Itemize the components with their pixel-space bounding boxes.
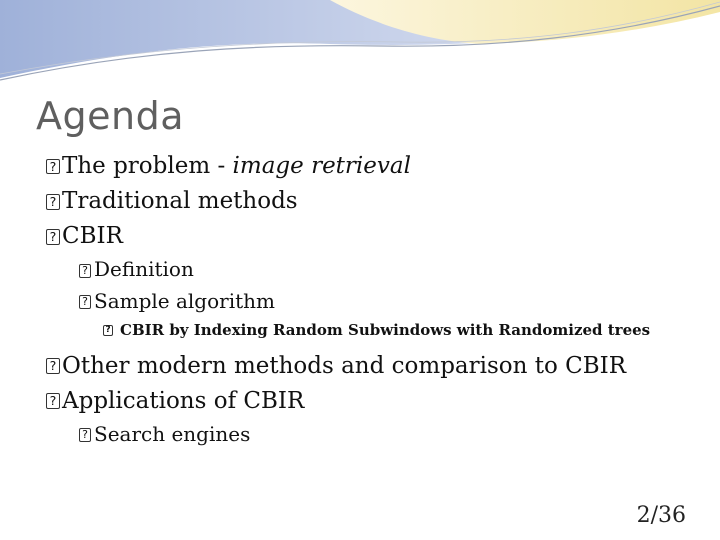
missing-glyph-icon: ? [44, 387, 62, 415]
missing-glyph-icon: ? [44, 222, 62, 250]
agenda-item-other-methods [44, 352, 694, 380]
page-number: 2/36 [636, 503, 686, 528]
agenda-subitem-definition [44, 257, 694, 281]
header-swoosh-decoration [0, 0, 720, 90]
agenda-item-text: Traditional methods [62, 188, 298, 215]
missing-glyph-icon: ? [76, 422, 94, 446]
agenda-item-problem [44, 152, 694, 180]
missing-glyph-icon: ? [44, 352, 62, 380]
agenda-item-text: The problem - image retrieval [62, 153, 411, 179]
agenda-item-traditional [44, 187, 694, 215]
agenda-subitem-text: Sample algorithm [94, 288, 275, 313]
missing-glyph-icon: ? [76, 289, 94, 313]
missing-glyph-icon: ? [100, 320, 116, 340]
agenda-list [44, 152, 694, 453]
agenda-subsubitem-text: CBIR by Indexing Random Subwindows with Randomized trees [120, 320, 651, 339]
agenda-subitem-sample-algorithm [44, 289, 694, 313]
missing-glyph-icon: ? [76, 257, 94, 281]
agenda-subitem-text: Definition [94, 257, 194, 282]
slide-title: Agenda [36, 94, 184, 138]
agenda-subsubitem-random-subwindows [44, 320, 694, 342]
missing-glyph-icon: ? [44, 152, 62, 180]
agenda-item-cbir [44, 222, 694, 250]
agenda-subitem-text: Search engines [94, 421, 251, 446]
agenda-item-text: CBIR [62, 223, 123, 250]
agenda-subitem-search-engines [44, 422, 694, 446]
missing-glyph-icon: ? [44, 187, 62, 215]
agenda-item-text: Other modern methods and comparison to CBIR [62, 352, 627, 379]
agenda-item-applications [44, 387, 694, 415]
agenda-item-text: Applications of CBIR [62, 387, 305, 414]
